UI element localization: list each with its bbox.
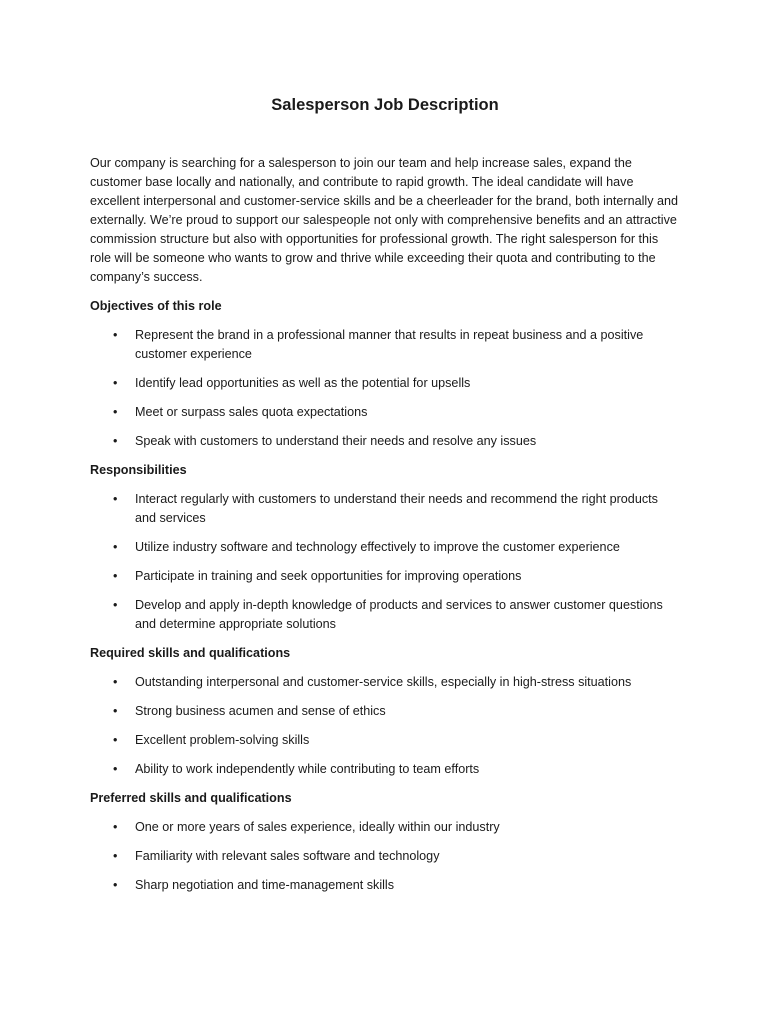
document-title: Salesperson Job Description [271,96,499,114]
bullet-icon: • [113,878,118,892]
bullet-icon: • [113,704,118,718]
bullet-icon: • [113,540,118,554]
list-item-text: Identify lead opportunities as well as the potential for upsells [135,376,471,390]
list-item [90,731,680,750]
section-heading: Responsibilities [90,463,187,477]
list-item [90,403,680,422]
bullet-icon: • [113,849,118,863]
list-item-text: Represent the brand in a professional manner that results in repeat business and a positive customer experience [135,328,644,361]
list-item [90,567,680,586]
list-item-text: Familiarity with relevant sales software and technology [135,849,440,863]
bullet-icon: • [113,733,118,747]
list-item [90,596,680,634]
list-item-text: Meet or surpass sales quota expectations [135,405,368,419]
list-item-text: Participate in training and seek opportunities for improving operations [135,569,522,583]
list-item-text: Strong business acumen and sense of ethics [135,704,386,718]
bullet-icon: • [113,328,118,342]
list-item [90,818,680,837]
list-item [90,374,680,393]
list-item [90,432,680,451]
section-objectives [90,297,680,461]
section-heading: Objectives of this role [90,299,222,313]
bullet-icon: • [113,434,118,448]
list-item [90,538,680,557]
section-preferred-skills [90,789,680,905]
bullet-icon: • [113,405,118,419]
bullet-icon: • [113,376,118,390]
list-item [90,876,680,895]
bullet-icon: • [113,762,118,776]
bullet-icon: • [113,492,118,506]
list-item [90,760,680,779]
list-item [90,326,680,364]
list-item-text: Speak with customers to understand their needs and resolve any issues [135,434,537,448]
list-item [90,673,680,692]
list-item-text: Develop and apply in-depth knowledge of products and services to answer customer questions and determine appropriate solutions [135,598,663,631]
list-item-text: One or more years of sales experience, ideally within our industry [135,820,500,834]
list-item [90,847,680,866]
intro-paragraph: Our company is searching for a salesperson to join our team and help increase sales, expand the customer base locally and nationally, and contribute to rapid growth. The ideal candidate will have excellent interpersonal and customer-service skills and be a cheerleader for the brand, both internally and externally. We’re proud to support our salespeople not only with comprehensive benefits and an attractive commission structure but also with opportunities for professional growth. The right salesperson for this role will be someone who wants to grow and thrive while exceeding their quota and contributing to the company’s success. [90,156,679,284]
list-item-text: Excellent problem-solving skills [135,733,310,747]
list-item [90,490,680,528]
list-item-text: Sharp negotiation and time-management skills [135,878,395,892]
bullet-list [90,490,680,634]
bullet-list [90,326,680,451]
section-required-skills [90,644,680,789]
list-item-text: Ability to work independently while contributing to team efforts [135,762,480,776]
list-item-text: Outstanding interpersonal and customer-service skills, especially in high-stress situations [135,675,632,689]
list-item-text: Interact regularly with customers to understand their needs and recommend the right products and services [135,492,658,525]
section-heading: Required skills and qualifications [90,646,291,660]
section-heading: Preferred skills and qualifications [90,791,292,805]
bullet-icon: • [113,598,118,612]
list-item [90,702,680,721]
bullet-icon: • [113,569,118,583]
section-responsibilities [90,461,680,644]
bullet-list [90,673,680,779]
bullet-list [90,818,680,895]
bullet-icon: • [113,675,118,689]
list-item-text: Utilize industry software and technology effectively to improve the customer experience [135,540,620,554]
bullet-icon: • [113,820,118,834]
